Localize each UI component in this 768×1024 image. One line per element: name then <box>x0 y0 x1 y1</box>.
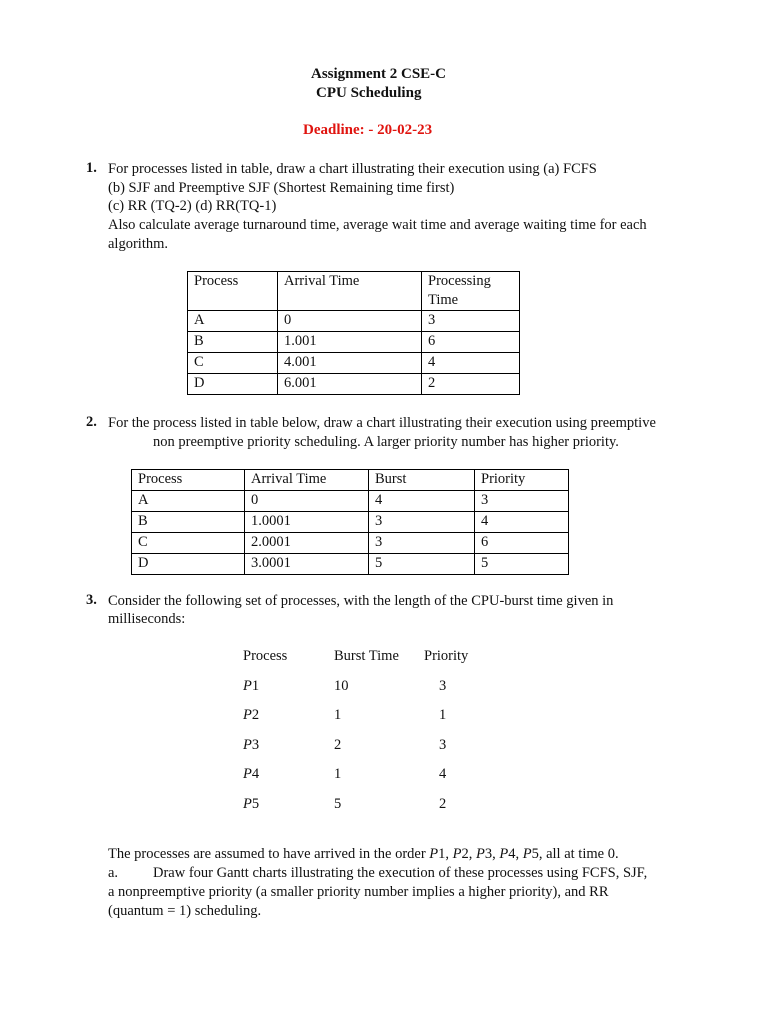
question-1-number: 1. <box>86 160 97 176</box>
table-row <box>188 332 520 353</box>
process-index: 5 <box>251 795 260 812</box>
table-cell: C <box>132 533 245 554</box>
text-run: 4, <box>508 846 523 862</box>
item-a-label: a. <box>108 865 119 881</box>
table-cell: 1.0001 <box>245 512 369 533</box>
table-cell: 5 <box>369 554 475 575</box>
table-cell: 1 <box>334 707 342 724</box>
question-1-line-1: For processes listed in table, draw a chart illustrating their execution using (a) FCFS <box>108 161 597 177</box>
document-subtitle: CPU Scheduling <box>316 85 422 101</box>
table-row <box>132 554 569 575</box>
question-1-line-3: (c) RR (TQ-2) (d) RR(TQ-1) <box>108 198 277 214</box>
table-cell: B <box>132 512 245 533</box>
header-text: Processing <box>428 273 491 289</box>
process-letter: P <box>452 846 462 862</box>
item-a-line-1: Draw four Gantt charts illustrating the execution of these processes using FCFS, SJF, <box>153 865 648 881</box>
table-header-cell: Process <box>243 648 288 664</box>
table-header-row <box>243 648 468 678</box>
table-header-cell: Priority <box>424 648 469 664</box>
question-1-line-4: Also calculate average turnaround time, average wait time and average waiting time for each <box>108 217 647 233</box>
table-cell: C <box>188 353 278 374</box>
table-header-cell: Arrival Time <box>245 470 369 491</box>
table-cell: 3 <box>422 311 520 332</box>
table-cell: 2 <box>439 795 447 812</box>
table-cell: A <box>188 311 278 332</box>
question-1-line-2: (b) SJF and Preemptive SJF (Shortest Remaining time first) <box>108 180 455 196</box>
document-title: Assignment 2 CSE-C <box>311 66 447 82</box>
question-2-line-2: non preemptive priority scheduling. A larger priority number has higher priority. <box>153 434 619 450</box>
table-row <box>243 796 468 826</box>
table-cell <box>243 737 334 767</box>
process-index: 3 <box>251 736 260 753</box>
process-index: 4 <box>251 766 260 783</box>
table-cell: 3 <box>369 512 475 533</box>
table-header-cell: Process <box>132 470 245 491</box>
table-row <box>132 491 569 512</box>
table-row <box>188 374 520 395</box>
item-a-line-3: (quantum = 1) scheduling. <box>108 903 262 919</box>
text-run: The processes are assumed to have arrived in the order <box>108 846 430 862</box>
text-run: 2, <box>461 846 477 862</box>
question-3-arrival-order <box>108 845 619 864</box>
table-header-cell: Priority <box>475 470 569 491</box>
table-cell: 1 <box>334 766 342 783</box>
table-cell: 5 <box>334 795 342 812</box>
table-cell: 4 <box>422 353 520 374</box>
table-cell: 3 <box>439 677 447 694</box>
table-cell: 0 <box>245 491 369 512</box>
table-header-cell <box>422 272 520 311</box>
table-row <box>132 533 569 554</box>
process-letter: P <box>499 846 509 862</box>
table-cell <box>243 796 334 826</box>
table-cell: 4 <box>439 766 447 783</box>
table-row <box>243 678 468 708</box>
header-text: Time <box>428 292 459 308</box>
table-row <box>243 737 468 767</box>
question-3-table <box>243 648 468 826</box>
process-letter: P <box>243 707 252 724</box>
process-letter: P <box>243 766 252 783</box>
question-3-line-2: milliseconds: <box>108 611 186 627</box>
table-cell: 4 <box>475 512 569 533</box>
text-run: 5, all at time 0. <box>531 846 619 862</box>
process-letter: P <box>429 846 439 862</box>
table-row <box>188 353 520 374</box>
table-cell: 5 <box>475 554 569 575</box>
table-header-cell: Arrival Time <box>278 272 422 311</box>
question-2-line-1: For the process listed in table below, draw a chart illustrating their execution using preemptive <box>108 415 656 431</box>
table-cell <box>243 678 334 708</box>
table-cell: 0 <box>278 311 422 332</box>
table-cell: B <box>188 332 278 353</box>
table-row <box>243 766 468 796</box>
table-cell: 4 <box>369 491 475 512</box>
deadline-text: Deadline: - 20-02-23 <box>303 122 433 138</box>
text-run: 3, <box>484 846 500 862</box>
question-3-line-1: Consider the following set of processes, with the length of the CPU-burst time given in <box>108 593 614 609</box>
table-header-row <box>188 272 520 311</box>
table-cell: 1.001 <box>278 332 422 353</box>
table-cell: D <box>188 374 278 395</box>
table-cell: 2.0001 <box>245 533 369 554</box>
table-cell <box>243 766 334 796</box>
text-run: 1, <box>438 846 453 862</box>
process-index: 1 <box>251 677 260 694</box>
table-cell: 3 <box>369 533 475 554</box>
question-2-table <box>131 469 569 575</box>
table-cell: 6 <box>422 332 520 353</box>
process-letter: P <box>243 736 252 753</box>
table-cell: A <box>132 491 245 512</box>
table-row <box>132 512 569 533</box>
process-letter: P <box>476 846 485 862</box>
table-cell: 1 <box>439 707 447 724</box>
question-1-table <box>187 271 520 395</box>
process-letter: P <box>243 795 252 812</box>
question-3-number: 3. <box>86 592 97 608</box>
process-letter: P <box>243 677 252 694</box>
process-letter: P <box>522 846 532 862</box>
table-row <box>188 311 520 332</box>
table-cell: 2 <box>422 374 520 395</box>
table-cell: 3 <box>475 491 569 512</box>
table-header-cell: Burst Time <box>334 648 399 664</box>
table-cell: 3.0001 <box>245 554 369 575</box>
table-header-cell: Burst <box>369 470 475 491</box>
question-1-line-5: algorithm. <box>108 236 169 252</box>
question-2-number: 2. <box>86 414 97 430</box>
table-header-row <box>132 470 569 491</box>
table-cell: 6 <box>475 533 569 554</box>
table-header-cell: Process <box>188 272 278 311</box>
table-cell: 3 <box>439 736 447 753</box>
table-cell: 10 <box>334 677 349 694</box>
item-a-line-2: a nonpreemptive priority (a smaller priority number implies a higher priority), and RR <box>108 884 609 900</box>
table-cell <box>243 707 334 737</box>
table-cell: 4.001 <box>278 353 422 374</box>
process-index: 2 <box>251 707 260 724</box>
table-row <box>243 707 468 737</box>
table-cell: 2 <box>334 736 342 753</box>
table-cell: D <box>132 554 245 575</box>
table-cell: 6.001 <box>278 374 422 395</box>
